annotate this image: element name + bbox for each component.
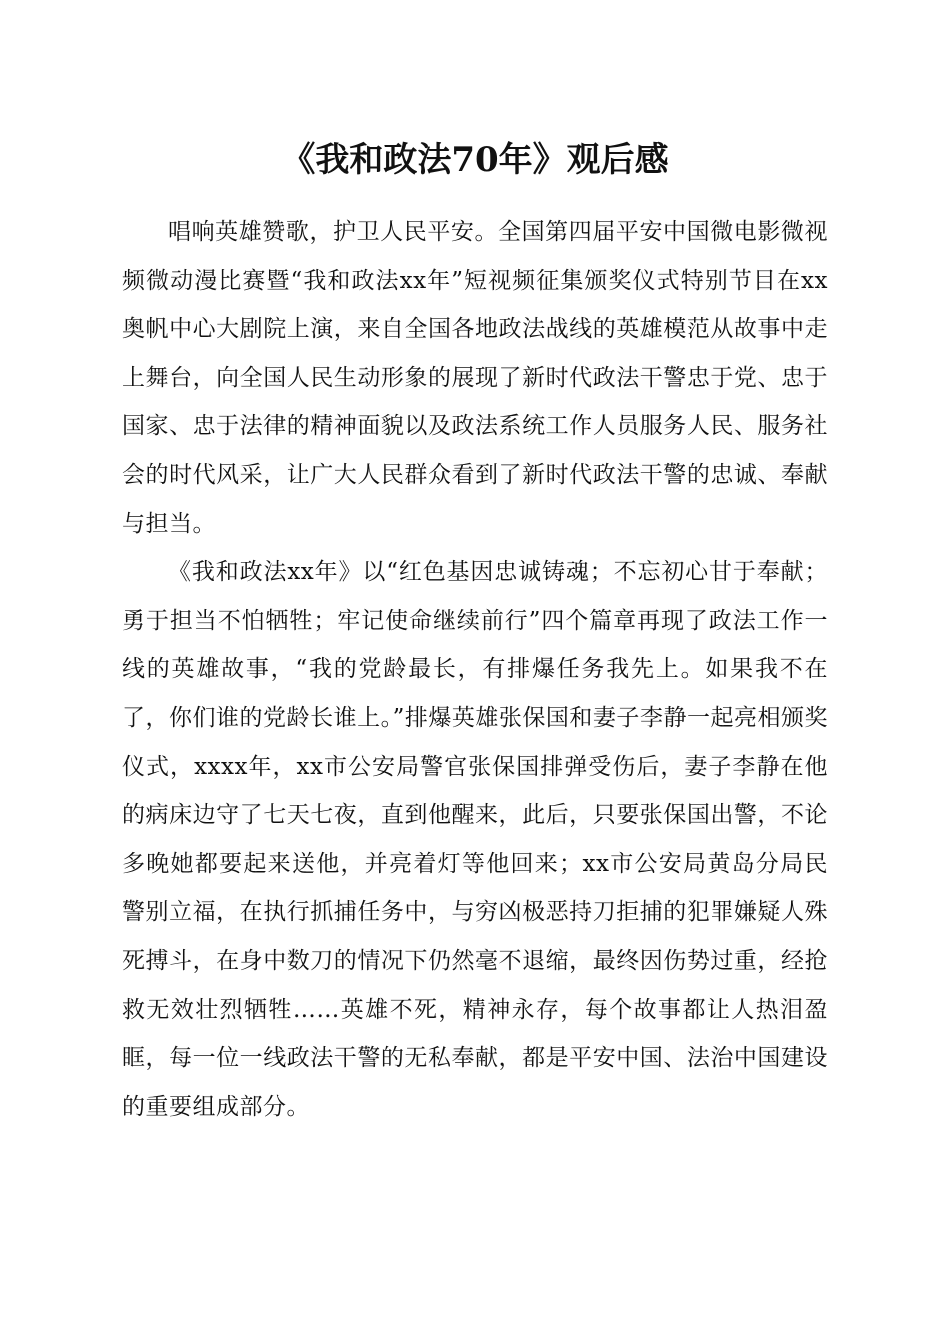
paragraph-2: 《我和政法xx年》以“红色基因忠诚铸魂；不忘初心甘于奉献；勇于担当不怕牺牲；牢记使命继续前行”四个篇章再现了政法工作一线的英雄故事，“我的党龄最长，有排爆任务我先上。如果我不在了，你们谁的党龄长谁上。”排爆英雄张保国和妻子李静一起亮相颁奖仪式，xxxx年，xx市公安局警官张保国排弹受伤后，妻子李静在他的病床边守了七天七夜，直到他醒来，此后，只要张保国出警，不论多晚她都要起来送他，并亮着灯等他回来；xx市公安局黄岛分局民警别立福，在执行抓捕任务中，与穷凶极恶持刀拒捕的犯罪嫌疑人殊死搏斗，在身中数刀的情况下仍然毫不退缩，最终因伤势过重，经抢救无效壮烈牺牲……英雄不死，精神永存，每个故事都让人热泪盈眶，每一位一线政法干警的无私奉献，都是平安中国、法治中国建设的重要组成部分。	[122, 559, 828, 1120]
document-title: 《我和政法70年》观后感	[281, 140, 669, 180]
document-body	[122, 208, 828, 1131]
paragraph-1: 唱响英雄赞歌，护卫人民平安。全国第四届平安中国微电影微视频微动漫比赛暨“我和政法xx年”短视频征集颁奖仪式特别节目在xx奥帆中心大剧院上演，来自全国各地政法战线的英雄模范从故事中走上舞台，向全国人民生动形象的展现了新时代政法干警忠于党、忠于国家、忠于法律的精神面貌以及政法系统工作人员服务人民、服务社会的时代风采，让广大人民群众看到了新时代政法干警的忠诚、奉献与担当。	[122, 219, 828, 537]
